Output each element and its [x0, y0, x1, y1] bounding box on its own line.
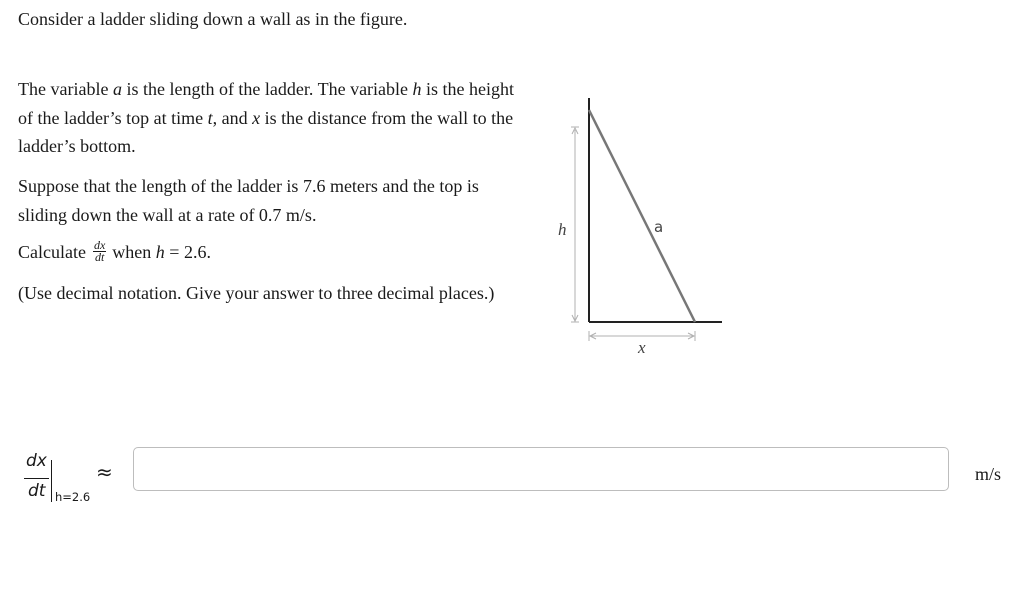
label-a: a	[654, 218, 664, 236]
calculate-instruction	[18, 238, 518, 267]
h-dimension	[571, 127, 579, 322]
evaluation-bar	[51, 460, 52, 502]
text-span: , and	[212, 107, 253, 128]
when-label: when	[112, 242, 156, 262]
unit-label: m/s	[975, 464, 1002, 484]
var-h: h	[412, 79, 422, 99]
fraction-numerator: dx	[93, 237, 106, 252]
fraction-denominator: dt	[94, 249, 105, 264]
calculate-label: Calculate	[18, 242, 86, 262]
approx-symbol: ≈	[96, 460, 113, 484]
ladder-line	[589, 110, 695, 322]
text-span: is the distance from the wall to the ladder’s bottom.	[18, 107, 514, 156]
answer-input[interactable]	[133, 447, 949, 491]
dxdt-fraction	[93, 237, 106, 264]
label-h: h	[558, 220, 567, 239]
var-t: t	[207, 107, 213, 128]
var-x: x	[252, 107, 261, 128]
derivative-denominator: dt	[28, 481, 46, 501]
label-x: x	[638, 338, 646, 357]
derivative-numerator: dx	[26, 451, 47, 471]
given-values: Suppose that the length of the ladder is 7.6 meters and the top is sliding down the wall at a rate of 0.7 m/s.	[18, 176, 479, 225]
problem-intro: Consider a ladder sliding down a wall as in the figure.	[18, 9, 408, 29]
text-span: is the height of the ladder’s top at time	[18, 79, 515, 128]
condition	[112, 238, 211, 267]
derivative-expression	[24, 448, 100, 508]
text-span: The variable	[18, 79, 113, 99]
condition-value: = 2.6.	[164, 242, 211, 262]
answer-row	[0, 440, 1024, 510]
ladder-figure	[550, 90, 740, 365]
fraction-bar	[24, 478, 49, 479]
evaluation-subscript: h=2.6	[55, 490, 91, 504]
text-span: is the length of the ladder. The variable	[121, 79, 413, 99]
answer-instructions: (Use decimal notation. Give your answer to three decimal places.)	[18, 283, 495, 303]
variables-description	[18, 75, 518, 161]
var-a: a	[112, 79, 122, 99]
var-h: h	[155, 242, 165, 262]
